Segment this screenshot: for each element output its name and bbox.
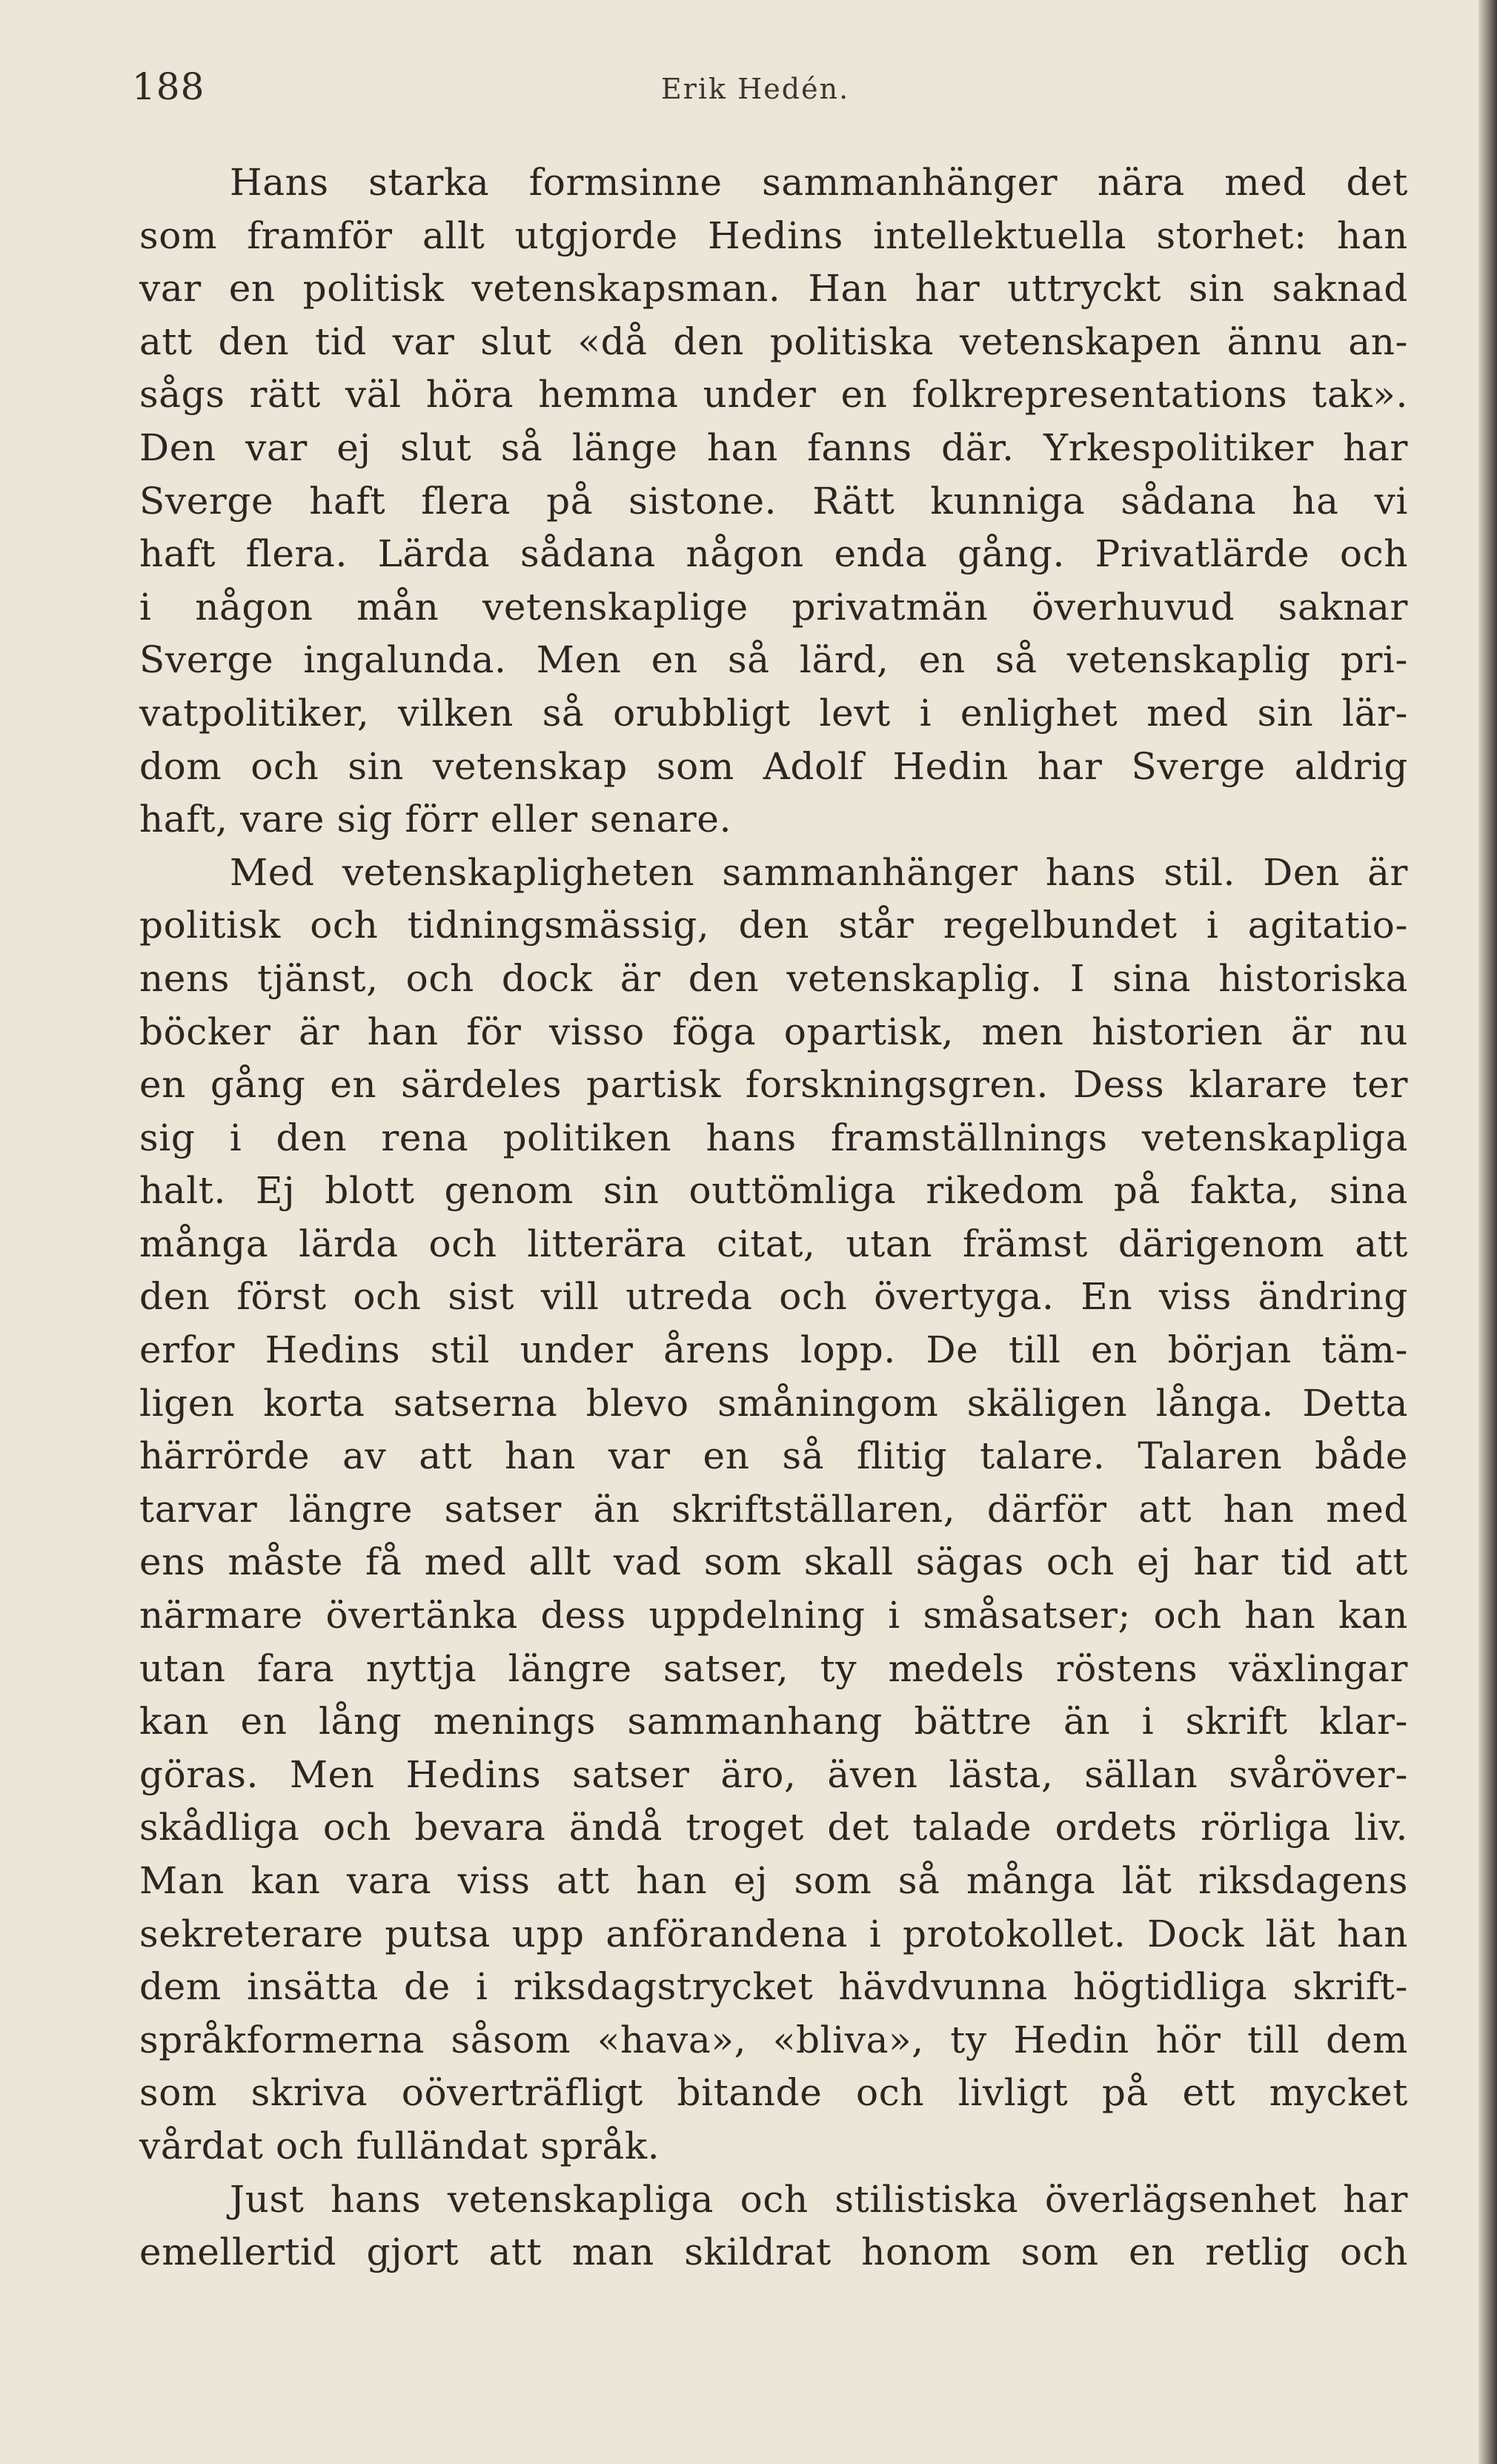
text-line-25: härrörde av att han var en så flitig talare. Talaren både [139,1434,1408,1478]
text-line-09: i någon mån vetenskaplige privatmän överhuvud saknar [139,585,1408,629]
text-line-37: som skriva oöverträfligt bitande och livligt på ett mycket [139,2071,1408,2115]
text-line-30: kan en lång menings sammanhang bättre än i skrift klar- [139,1700,1408,1743]
text-line-22: den först och sist vill utreda och övertyga. En viss ändring [139,1275,1408,1319]
text-line-11: vatpolitiker, vilken så orubbligt levt i enlighet med sin lär- [139,691,1408,735]
text-line-38: vårdat och fulländat språk. [139,2124,660,2167]
text-line-33: Man kan vara viss att han ej som så många lät riksdagens [139,1859,1408,1902]
text-line-04: att den tid var slut «då den politiska vetenskapen ännu an- [139,319,1408,363]
text-line-07: Sverge haft flera på sistone. Rätt kunniga sådana ha vi [139,479,1408,523]
running-title: Erik Hedén. [661,73,850,105]
text-line-24: ligen korta satserna blevo småningom skäligen långa. Detta [139,1381,1408,1425]
text-line-28: närmare övertänka dess uppdelning i småsatser; och han kan [139,1594,1408,1637]
text-line-05: sågs rätt väl höra hemma under en folkrepresentations tak». [139,373,1408,417]
text-line-18: en gång en särdeles partisk forskningsgren. Dess klarare ter [139,1063,1408,1107]
text-line-32: skådliga och bevara ändå troget det talade ordets rörliga liv. [139,1806,1408,1849]
text-line-36: språkformerna såsom «hava», «bliva», ty Hedin hör till dem [139,2018,1408,2061]
text-line-16: nens tjänst, och dock är den vetenskaplig. I sina historiska [139,956,1408,1000]
text-line-26: tarvar längre satser än skriftställaren, därför att han med [139,1487,1408,1531]
text-line-27: ens måste få med allt vad som skall sägas och ej har tid att [139,1540,1408,1584]
body-text [139,156,1408,2279]
text-line-39: Just hans vetenskapliga och stilistiska överlägsenhet har [230,2177,1408,2221]
text-line-21: många lärda och litterära citat, utan främst därigenom att [139,1222,1408,1265]
text-line-10: Sverge ingalunda. Men en så lärd, en så vetenskaplig pri- [139,638,1408,682]
text-line-08: haft flera. Lärda sådana någon enda gång. Privatlärde och [139,532,1408,576]
text-line-13: haft, vare sig förr eller senare. [139,798,732,841]
text-line-35: dem insätta de i riksdagstrycket hävdvunna högtidliga skrift- [139,1965,1408,2009]
text-line-20: halt. Ej blott genom sin outtömliga rikedom på fakta, sina [139,1169,1408,1213]
text-line-40: emellertid gjort att man skildrat honom som en retlig och [139,2230,1408,2274]
text-line-17: böcker är han för visso föga opartisk, men historien är nu [139,1010,1408,1053]
text-line-02: som framför allt utgjorde Hedins intellektuella storhet: han [139,213,1408,257]
binding-edge [1478,0,1497,2464]
text-line-01: Hans starka formsinne sammanhänger nära med det [230,161,1408,204]
text-line-34: sekreterare putsa upp anförandena i protokollet. Dock lät han [139,1912,1408,1955]
text-line-14: Med vetenskapligheten sammanhänger hans stil. Den är [230,850,1408,894]
text-line-15: politisk och tidningsmässig, den står regelbundet i agitatio- [139,904,1408,947]
text-line-23: erfor Hedins stil under årens lopp. De till en början täm- [139,1328,1408,1372]
page-number: 188 [132,65,205,108]
text-line-12: dom och sin vetenskap som Adolf Hedin har Sverge aldrig [139,744,1408,788]
text-line-31: göras. Men Hedins satser äro, även lästa, sällan svåröver- [139,1752,1408,1796]
text-line-03: var en politisk vetenskapsman. Han har uttryckt sin saknad [139,267,1408,311]
text-line-29: utan fara nyttja längre satser, ty medels röstens växlingar [139,1646,1408,1690]
text-line-19: sig i den rena politiken hans framställnings vetenskapliga [139,1116,1408,1159]
text-line-06: Den var ej slut så länge han fanns där. Yrkespolitiker har [139,425,1408,469]
